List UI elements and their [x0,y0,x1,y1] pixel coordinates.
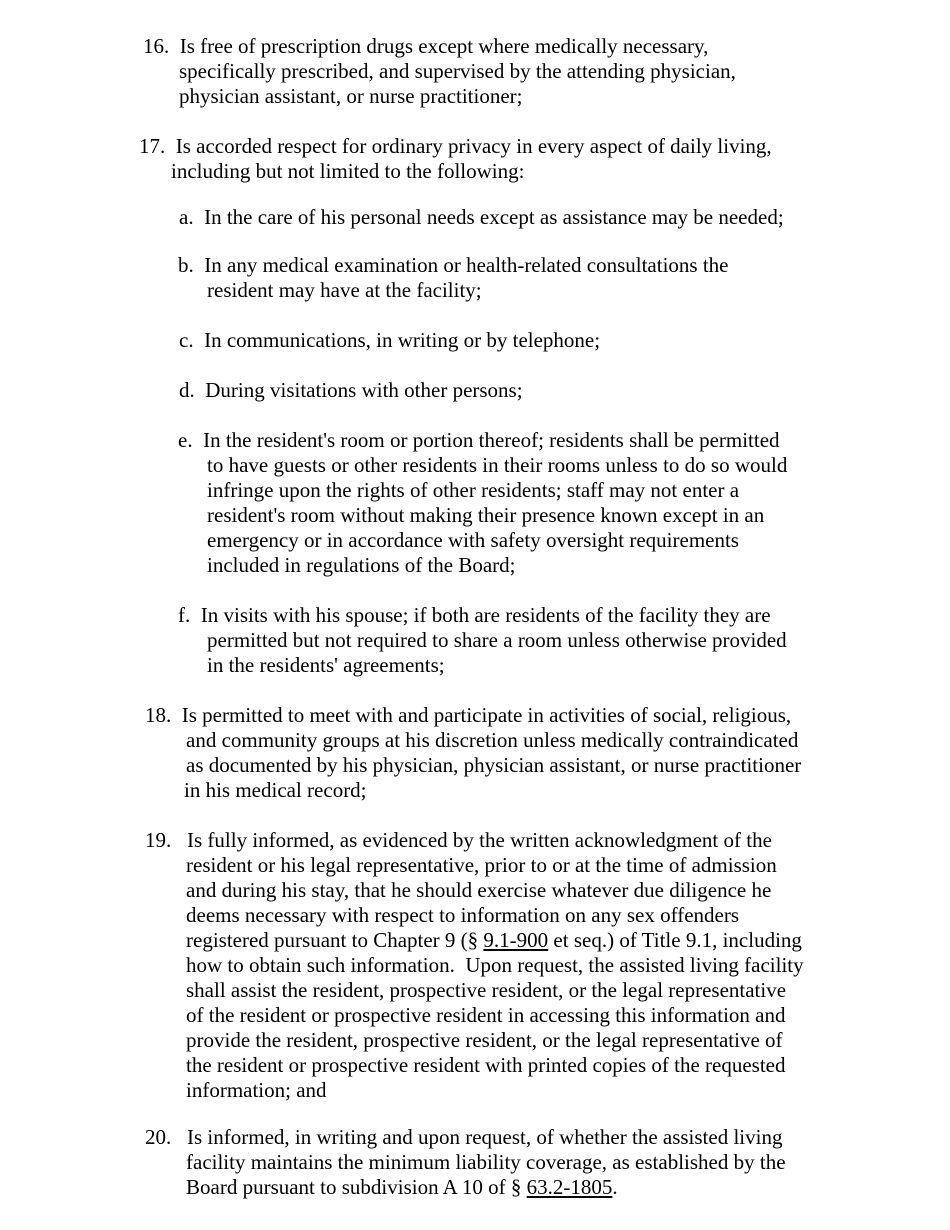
statute-link-9-1-900[interactable]: 9.1-900 [483,928,549,952]
item-20-line-2: facility maintains the minimum liability coverage, as established by the [186,1150,786,1174]
list-item-16 [143,34,736,109]
item-18-line-4: in his medical record; [184,778,367,802]
list-item-17 [139,134,772,184]
item-18-line-3: as documented by his physician, physician assistant, or nurse practitioner [186,753,802,777]
list-item-19 [145,828,804,1103]
sub-item-17e-line-6: included in regulations of the Board; [207,553,516,577]
item-19-line-7: shall assist the resident, prospective resident, or the legal representative [186,978,787,1002]
item-19-line-9: provide the resident, prospective resident, or the legal representative of [186,1028,783,1052]
list-item-18 [145,703,801,803]
item-17-line-2: including but not limited to the following: [171,159,525,183]
item-19-line-5-post: et seq.) of Title 9.1, including [548,928,802,952]
sub-item-17c-line-1: c. In communications, in writing or by telephone; [179,328,601,352]
list-item-20 [145,1125,786,1200]
item-16-line-1: 16. Is free of prescription drugs except where medically necessary, [143,34,709,58]
sub-item-17c [179,328,600,353]
sub-item-17f-line-2: permitted but not required to share a room unless otherwise provided [207,628,787,652]
sub-item-17e-line-4: resident's room without making their presence known except in an [207,503,765,527]
item-19-line-10: the resident or prospective resident with printed copies of the requested [186,1053,786,1077]
sub-item-17b [178,253,728,303]
sub-item-17a-line-1: a. In the care of his personal needs except as assistance may be needed; [179,205,784,229]
item-19-line-5-pre: registered pursuant to Chapter 9 (§ [186,928,484,952]
item-19-line-8: of the resident or prospective resident in accessing this information and [186,1003,786,1027]
item-19-line-2: resident or his legal representative, prior to or at the time of admission [186,853,777,877]
item-20-line-3-pre: Board pursuant to subdivision A 10 of § [186,1175,527,1199]
sub-item-17a [179,205,784,230]
item-16-line-3: physician assistant, or nurse practitioner; [179,84,523,108]
sub-item-17e-line-3: infringe upon the rights of other residents; staff may not enter a [207,478,740,502]
item-19-line-3: and during his stay, that he should exercise whatever due diligence he [186,878,772,902]
sub-item-17e-line-1: e. In the resident's room or portion thereof; residents shall be permitted [178,428,780,452]
sub-item-17f-line-1: f. In visits with his spouse; if both are residents of the facility they are [178,603,771,627]
item-18-line-1: 18. Is permitted to meet with and participate in activities of social, religious, [145,703,792,727]
item-19-line-6: how to obtain such information. Upon request, the assisted living facility [186,953,804,977]
item-19-line-4: deems necessary with respect to information on any sex offenders [186,903,740,927]
sub-item-17f [178,603,787,678]
sub-item-17b-line-2: resident may have at the facility; [207,278,482,302]
item-16-line-2: specifically prescribed, and supervised by the attending physician, [179,59,736,83]
sub-item-17d [179,378,523,403]
item-20-line-3 [186,1175,786,1200]
sub-item-17b-line-1: b. In any medical examination or health-related consultations the [178,253,729,277]
item-20-line-3-post: . [612,1175,618,1199]
sub-item-17e [178,428,787,578]
item-19-line-5 [186,928,804,953]
sub-item-17f-line-3: in the residents' agreements; [207,653,445,677]
sub-item-17d-line-1: d. During visitations with other persons; [179,378,523,402]
item-20-line-1: 20. Is informed, in writing and upon request, of whether the assisted living [145,1125,783,1149]
item-19-line-11: information; and [186,1078,327,1102]
item-17-line-1: 17. Is accorded respect for ordinary privacy in every aspect of daily living, [139,134,772,158]
sub-item-17e-line-5: emergency or in accordance with safety oversight requirements [207,528,739,552]
statute-link-63-2-1805[interactable]: 63.2-1805 [526,1175,613,1199]
item-18-line-2: and community groups at his discretion unless medically contraindicated [186,728,799,752]
item-19-line-1: 19. Is fully informed, as evidenced by the written acknowledgment of the [145,828,772,852]
sub-item-17e-line-2: to have guests or other residents in their rooms unless to do so would [207,453,788,477]
